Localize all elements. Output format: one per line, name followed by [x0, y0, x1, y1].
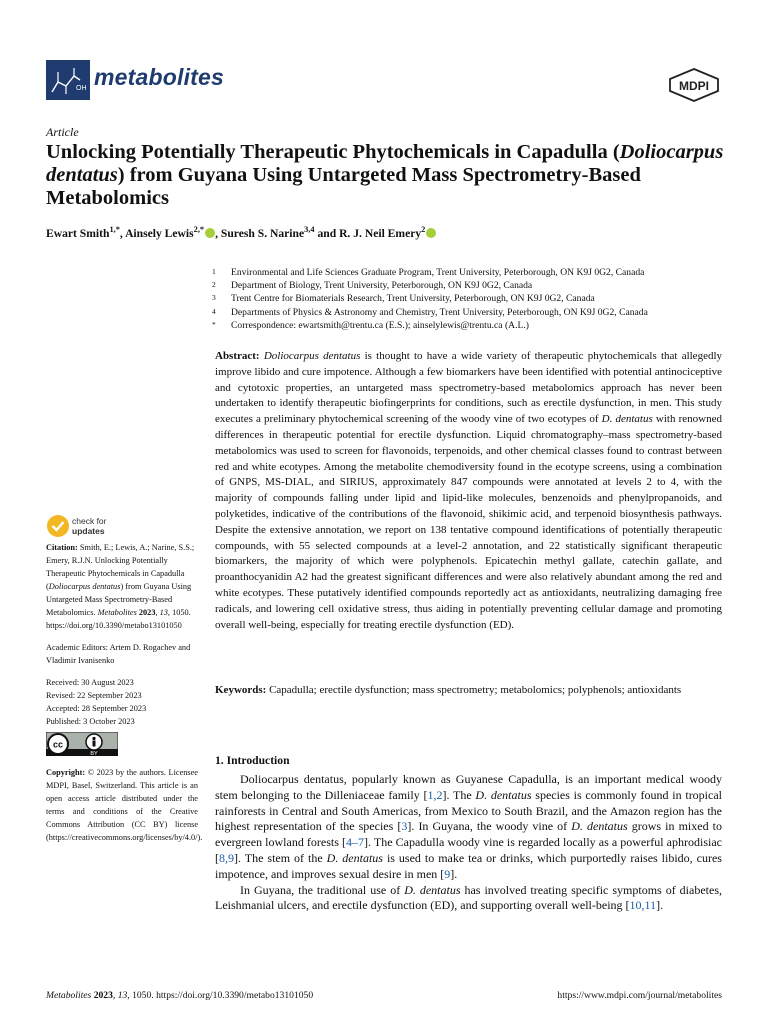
publisher-name: MDPI: [679, 79, 709, 93]
footer-citation: Metabolites 2023, 13, 1050. https://doi.org/10.3390/metabo13101050: [46, 990, 314, 1001]
orcid-icon[interactable]: [205, 228, 215, 238]
academic-editors: Academic Editors: Artem D. Rogachev and Vladimir Ivanisenko: [46, 643, 191, 665]
citation-link[interactable]: 10,11: [629, 898, 657, 913]
footer-journal-url[interactable]: https://www.mdpi.com/journal/metabolites: [557, 990, 722, 1001]
mdpi-logo[interactable]: [668, 68, 720, 102]
svg-text:cc: cc: [52, 739, 64, 750]
check-line-1: check for: [72, 516, 107, 526]
citation-link[interactable]: 9: [444, 866, 451, 881]
check-for-updates-badge[interactable]: [46, 513, 126, 539]
affiliation-2: 2 Department of Biology, Trent University, Peterborough, ON K9J 0G2, Canada: [212, 280, 533, 292]
abstract: Abstract: Doliocarpus dentatus is thought to have a wide variety of therapeutic phytochemicals that allegedly improve libido and cure impotence. Although a few biomarkers have been identified with potential antinociceptive and cytotoxic properties, an untargeted mass spectrometry-based metabolomics approach has never been undertaken to identify therapeutic biofingerprints for conditions, such as erectile dysfunction, in men. This study executes a preliminary phytochemical screening of the woody vine of two ecotypes of D. dentatus with renowned differences in therapeutic potential for erectile dysfunction. Liquid chromatography–mass spectrometry-based metabolomics was used to screen for flavonoids, terpenoids, and other chemical classes found to contrast between red and white ecotypes. Among the metabolite chemodiversity found in the ecotype screens, using a combination of GNPS, MS-DIAL, and SIRIUS, approximately 847 compounds were annotated at levels 2 to 4, with the majority of compounds falling under lipid and lipid-like molecules, benzenoids and phenylpropanoids, and polyketides, indicative of the contributions of the flavonoid, shikimic acid, and terpenoid biosynthesis pathways. Despite the extensive annotation, we report on 138 tentative compound identifications of potentially therapeutic compounds, with 55 selected compounds at a level-2 annotation, and 22 statistically significant therapeutic biomarkers, the majority of which were polyphenols. Epicatechin methyl gallate, catechin gallate, and proanthocyanidin A2 had the greatest significant differences and were also relatively abundant among the red and white ecotypes. These putatively identified compounds reportedly act as antioxidants, neutralizing damaging free radicals, and lowering cell oxidative stress, thus aiding in potentially preventing cellular damage and promoting overall well-being, especially for treating erectile dysfunction (ED).: [215, 350, 723, 631]
author-4[interactable]: R. J. Neil Emery$^2$: [339, 225, 426, 240]
citation: Citation: Smith, E.; Lewis, A.; Narine, S.S.; Emery, R.J.N. Unlocking Potentially Therapeutic Phytochemicals in Capadulla (Doliocarpus dentatus) from Guyana Using Untargeted Mass Spectrometry-Based Metabolomics. Metabolites 2023, 13, 1050. https://doi.org/10.3390/metabo13101050: [46, 543, 195, 630]
article-type: Article: [46, 125, 79, 139]
citation-link[interactable]: 3: [401, 819, 408, 834]
author-1[interactable]: Ewart Smith$^{1,*}$: [46, 225, 120, 240]
author-list: Ewart Smith$^{1,*}$, Ainsely Lewis$^{2,*}$ , Suresh S. Narine$^{3,4}$ and R. J. Neil Emery$^2$: [46, 227, 736, 240]
citation-link[interactable]: 1,2: [427, 787, 443, 802]
affiliation-3: 3 Trent Centre for Biomaterials Research, Trent University, Peterborough, ON K9J 0G2, Canada: [212, 293, 595, 305]
author-3[interactable]: Suresh S. Narine$^{3,4}$: [220, 225, 315, 240]
cc-label: BY: [90, 751, 98, 756]
revised-date: Revised: 22 September 2023: [46, 691, 142, 700]
copyright: Copyright: © 2023 by the authors. Licensee MDPI, Basel, Switzerland. This article is an open access article distributed under the terms and conditions of the Creative Commons Attribution (CC BY) license (https://creativecommons.org/licenses/by/4.0/).: [46, 768, 203, 842]
cc-by-license-icon[interactable]: [46, 732, 118, 756]
affiliation-1: 1 Environmental and Life Sciences Graduate Program, Trent University, Peterborough, ON K9J 0G2, Canada: [212, 267, 645, 278]
received-date: Received: 30 August 2023: [46, 678, 134, 687]
keywords: Keywords: Capadulla; erectile dysfunction; mass spectrometry; metabolomics; polyphenols; antioxidants: [215, 684, 682, 696]
logo-text: OH: [76, 85, 87, 92]
published-date: Published: 3 October 2023: [46, 717, 135, 726]
check-line-2: updates: [72, 526, 105, 536]
orcid-icon[interactable]: [426, 228, 436, 238]
intro-paragraph-1: Doliocarpus dentatus, popularly known as Guyanese Capadulla, is an important medical woody stem belonging to the Dilleniaceae family [1,2]. The D. dentatus species is commonly found in tropical rainforests in Central and South Americas, from Mexico to South Brazil, and the Amazon region has the highest representation of the species [3]. In Guyana, the woody vine of D. dentatus grows in mixed to evergreen lowland forests [4–7]. The Capadulla woody vine is regarded locally as a powerful aphrodisiac [8,9]. The stem of the D. dentatus is used to make tea or drinks, which purportedly raises libido, cures impotence, and improves sexual desire in men [9].: [215, 772, 723, 881]
correspondence: * Correspondence: ewartsmith@trentu.ca (E.S.); ainselylewis@trentu.ca (A.L.): [212, 319, 529, 331]
affiliation-4: 4 Departments of Physics & Astronomy and Chemistry, Trent University, Peterborough, ON K9J 0G2, Canada: [212, 306, 648, 318]
journal-name[interactable]: metabolites: [94, 64, 225, 90]
introduction-body: [215, 772, 722, 914]
affiliations: [212, 266, 742, 332]
accepted-date: Accepted: 28 September 2023: [46, 704, 147, 713]
sidebar: [46, 541, 203, 844]
author-2[interactable]: Ainsely Lewis$^{2,*}$: [125, 225, 205, 240]
intro-paragraph-2: In Guyana, the traditional use of D. dentatus has involved treating specific symptoms of diabetes, Leishmanial ulcers, and erectile dysfunction (ED), and supporting overall well-being [10,11].: [215, 882, 722, 913]
citation-link[interactable]: 4–7: [346, 835, 364, 850]
citation-link[interactable]: 8,9: [219, 850, 234, 865]
section-heading-introduction: 1. Introduction: [215, 754, 290, 767]
metabolites-logo: [46, 60, 90, 100]
article-title: Unlocking Potentially Therapeutic Phytochemicals in Capadulla (Doliocarpus dentatus) from Guyana Using Untargeted Mass Spectrometry-Based Metabolomics: [46, 141, 724, 209]
